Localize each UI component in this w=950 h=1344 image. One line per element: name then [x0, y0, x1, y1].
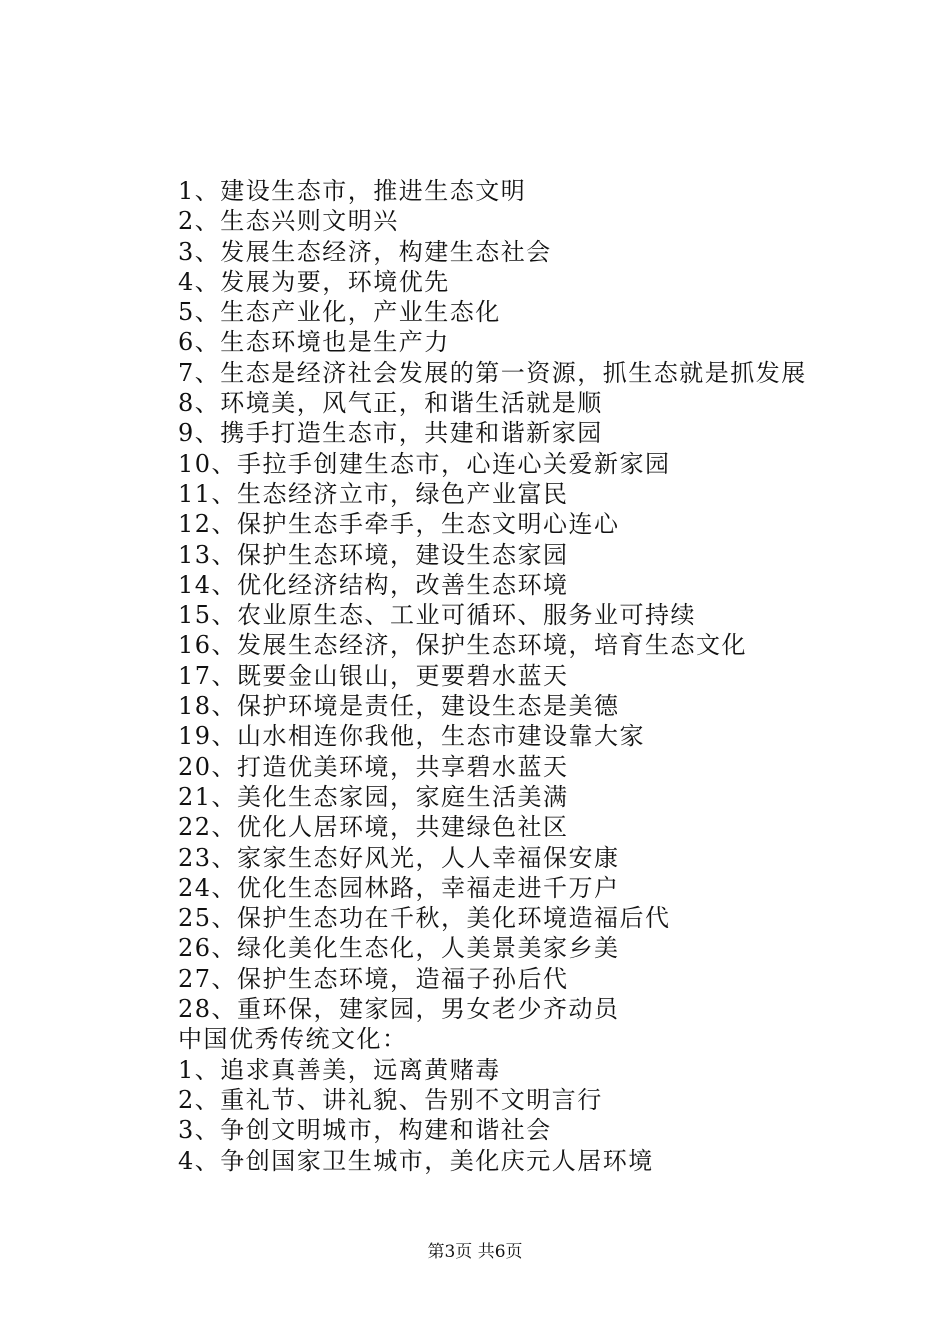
slogan-list	[178, 176, 878, 1024]
list-item: 14、优化经济结构，改善生态环境	[178, 570, 569, 599]
list-item: 8、环境美，风气正，和谐生活就是顺	[178, 389, 603, 418]
list-item: 4、争创国家卫生城市，美化庆元人居环境	[178, 1146, 654, 1175]
list-item: 1、追求真善美，远离黄赌毒	[178, 1055, 501, 1084]
list-item: 7、生态是经济社会发展的第一资源，抓生态就是抓发展	[178, 358, 807, 387]
list-item: 11、生态经济立市，绿色产业富民	[178, 479, 569, 508]
page-number-footer: 第3页 共6页	[427, 1242, 523, 1262]
list-item: 24、优化生态园林路，幸福走进千万户	[178, 873, 620, 902]
list-item: 21、美化生态家园，家庭生活美满	[178, 782, 569, 811]
list-item: 25、保护生态功在千秋，美化环境造福后代	[178, 904, 671, 933]
document-body	[178, 176, 878, 1176]
list-item: 9、携手打造生态市，共建和谐新家园	[178, 419, 603, 448]
list-item: 28、重环保，建家园，男女老少齐动员	[178, 995, 620, 1024]
list-item: 16、发展生态经济，保护生态环境，培育生态文化	[178, 631, 748, 660]
list-item: 20、打造优美环境，共享碧水蓝天	[178, 752, 569, 781]
list-item: 18、保护环境是责任，建设生态是美德	[178, 692, 620, 721]
culture-list	[178, 1055, 878, 1176]
list-item: 27、保护生态环境，造福子孙后代	[178, 964, 569, 993]
list-item: 2、生态兴则文明兴	[178, 207, 399, 236]
list-item: 4、发展为要，环境优先	[178, 267, 450, 296]
list-item: 10、手拉手创建生态市，心连心关爱新家园	[178, 449, 671, 478]
list-item: 5、生态产业化，产业生态化	[178, 298, 501, 327]
list-item: 1、建设生态市，推进生态文明	[178, 177, 527, 205]
list-item: 23、家家生态好风光，人人幸福保安康	[178, 843, 620, 872]
list-item: 17、既要金山银山，更要碧水蓝天	[178, 661, 569, 690]
list-item: 2、重礼节、讲礼貌、告别不文明言行	[178, 1085, 603, 1114]
list-item: 6、生态环境也是生产力	[178, 328, 450, 357]
list-item: 22、优化人居环境，共建绿色社区	[178, 813, 569, 842]
list-item: 12、保护生态手牵手，生态文明心连心	[178, 510, 620, 539]
list-item: 26、绿化美化生态化，人美景美家乡美	[178, 934, 620, 963]
section-heading: 中国优秀传统文化：	[178, 1025, 408, 1054]
list-item: 15、农业原生态、工业可循环、服务业可持续	[178, 601, 697, 630]
list-item: 19、山水相连你我他，生态市建设靠大家	[178, 722, 646, 751]
list-item: 3、争创文明城市，构建和谐社会	[178, 1116, 552, 1145]
list-item: 3、发展生态经济，构建生态社会	[178, 237, 552, 266]
list-item: 13、保护生态环境，建设生态家园	[178, 540, 569, 569]
